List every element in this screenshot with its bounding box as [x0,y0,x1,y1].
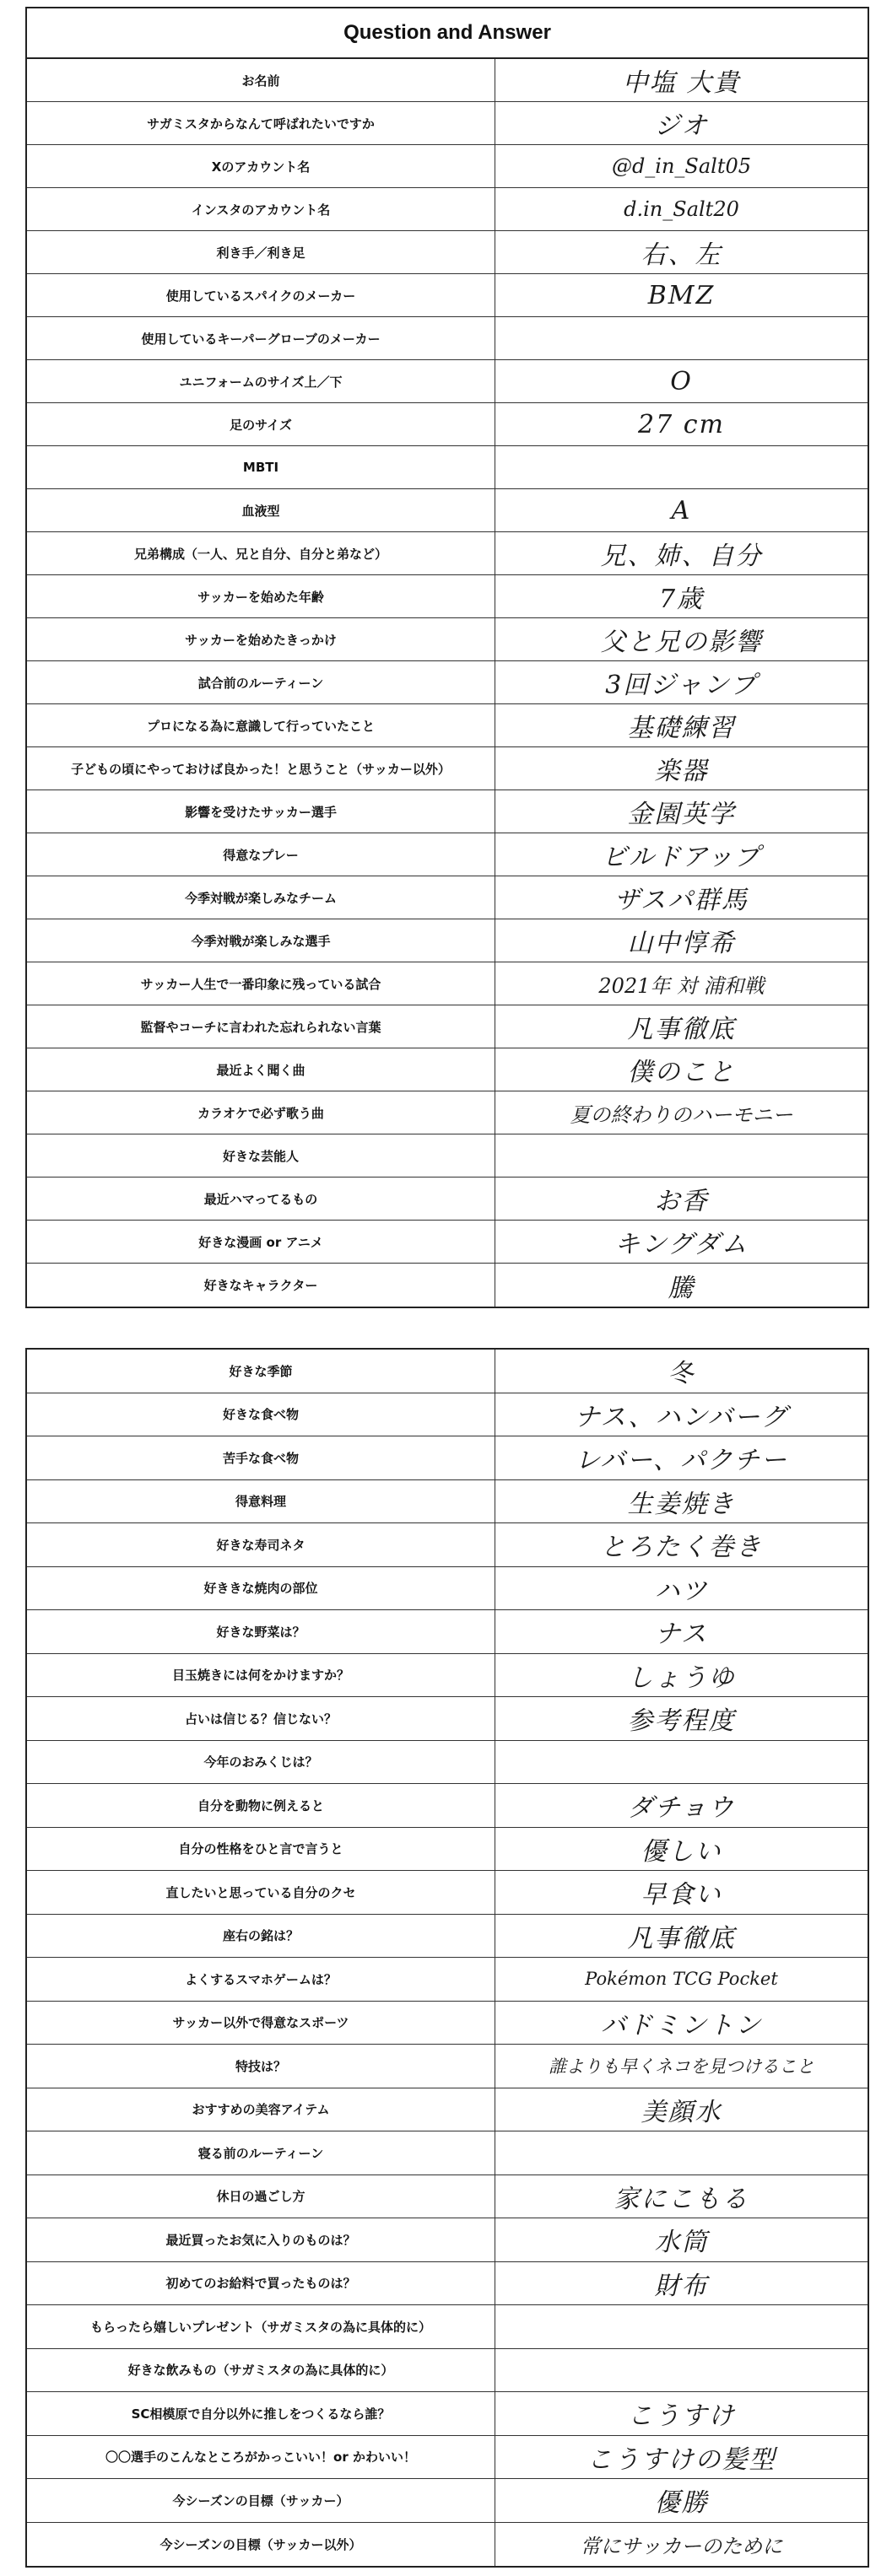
answer-text: 誰よりも早くネコを見つけること [549,2056,814,2078]
question-label: 得意なプレー [27,833,495,876]
qa-row [27,1393,868,1437]
answer-text: 中塩 大貴 [622,68,741,98]
qa-row [27,618,868,661]
qa-row [27,403,868,446]
answer-text: 冬 [668,1359,695,1389]
qa-row [27,833,868,876]
question-label: 好きな野菜は？ [27,1610,495,1653]
answer-text: ビルドアップ [602,843,761,872]
qa-row [27,2131,868,2175]
question-label: 使用しているキーパーグローブのメーカー [27,317,495,359]
answer-text: 生姜焼き [627,1489,736,1519]
answer-text: こうすけの髪型 [587,2444,776,2475]
answer-text [495,1741,868,1784]
answer-text: d.in_Salt20 [624,197,739,221]
answer-text: 財布 [654,2271,709,2301]
answer-text: バドミントン [600,2010,763,2040]
question-label: 影響を受けたサッカー選手 [27,790,495,833]
qa-row [27,1871,868,1915]
answer-text [495,2349,868,2392]
question-label: 好きな漫画 or アニメ [27,1221,495,1263]
question-label: 座右の銘は？ [27,1915,495,1958]
answer-text: 家にこもる [614,2184,749,2214]
qa-row [27,1436,868,1480]
qa-sheet-2 [25,1348,869,2568]
answer-text: レバー、パクチー [575,1446,788,1476]
qa-row [27,2088,868,2132]
question-label: 好ききな焼肉の部位 [27,1567,495,1610]
question-label: 子どもの頃にやっておけば良かった！と思うこと（サッカー以外） [27,747,495,790]
question-label: 好きな食べ物 [27,1393,495,1436]
question-label: 最近ハマってるもの [27,1178,495,1220]
answer-text: ザスパ群馬 [614,886,749,915]
qa-row [27,2392,868,2436]
answer-text: ナス [655,1619,708,1650]
question-label: プロになる為に意識して行っていたこと [27,704,495,746]
qa-row [27,231,868,274]
answer-text: 27 cm [638,409,725,439]
answer-text: 7歳 [658,585,705,614]
qa-row [27,274,868,317]
sheet-title: Question and Answer [27,8,868,59]
question-label: 利き手／利き足 [27,231,495,273]
answer-text: Pokémon TCG Pocket [585,1969,778,1990]
question-label: インスタのアカウント名 [27,188,495,230]
answer-text [495,317,868,359]
qa-row [27,188,868,231]
question-label: お名前 [27,59,495,101]
qa-row [27,1048,868,1091]
answer-text: ジオ [654,111,709,141]
question-label: よくするスマホゲームは？ [27,1958,495,2001]
question-label: 最近よく聞く曲 [27,1048,495,1091]
qa-row [27,876,868,919]
answer-text: ハツ [654,1576,709,1606]
qa-row [27,1958,868,2002]
question-label: 特技は？ [27,2045,495,2088]
qa-row [27,2002,868,2045]
qa-row [27,1091,868,1134]
question-label: ユニフォームのサイズ上／下 [27,360,495,402]
answer-text: A [671,495,692,525]
qa-row [27,489,868,532]
qa-row [27,532,868,575]
answer-text: 凡事徹底 [627,1015,736,1044]
question-label: 直したいと思っている自分のクセ [27,1871,495,1914]
question-label: 足のサイズ [27,403,495,445]
qa-row [27,360,868,403]
qa-row [27,1784,868,1828]
qa-row [27,575,868,618]
qa-row [27,2523,868,2567]
answer-text [495,446,868,488]
qa-row [27,446,868,489]
answer-text: 水筒 [654,2228,709,2258]
question-label: カラオケで必ず歌う曲 [27,1091,495,1134]
question-label: 今シーズンの目標（サッカー以外） [27,2523,495,2567]
qa-row [27,2045,868,2088]
answer-text: お香 [654,1187,709,1216]
answer-text: O [670,366,693,396]
qa-row [27,790,868,833]
question-label: サッカー人生で一番印象に残っている試合 [27,962,495,1005]
answer-text: 凡事徹底 [627,1923,736,1954]
question-label: 好きな季節 [27,1350,495,1393]
answer-text: 夏の終わりのハーモニー [570,1102,793,1127]
qa-row [27,747,868,790]
question-label: サッカーを始めた年齢 [27,575,495,617]
qa-row [27,704,868,747]
qa-row [27,1480,868,1524]
qa-row [27,1350,868,1393]
answer-text: 右、左 [641,240,722,270]
qa-row [27,962,868,1005]
question-label: 今季対戦が楽しみなチーム [27,876,495,919]
answer-text: 美顔水 [641,2097,722,2127]
question-label: 好きな寿司ネタ [27,1523,495,1566]
qa-row [27,1178,868,1221]
qa-row [27,2479,868,2523]
question-label: MBTI [27,446,495,488]
answer-text: しょうゆ [627,1663,736,1693]
qa-row [27,145,868,188]
answer-text: ナス、ハンバーグ [574,1402,789,1432]
qa-row [27,1567,868,1611]
answer-text [495,1134,868,1177]
question-label: おすすめの美容アイテム [27,2088,495,2131]
answer-text: 山中惇希 [627,929,736,958]
question-label: 好きな芸能人 [27,1134,495,1177]
question-label: Xのアカウント名 [27,145,495,187]
qa-row [27,1005,868,1048]
qa-row [27,1741,868,1785]
answer-text: キングダム [614,1230,749,1259]
question-label: 〇〇選手のこんなところがかっこいい！or かわいい！ [27,2436,495,2479]
question-label: 今年のおみくじは？ [27,1741,495,1784]
qa-row [27,1654,868,1698]
qa-row [27,2218,868,2262]
question-label: 最近買ったお気に入りのものは？ [27,2218,495,2261]
question-label: 試合前のルーティーン [27,661,495,703]
question-label: 自分の性格をひと言で言うと [27,1828,495,1871]
answer-text: BMZ [647,280,716,310]
answer-text: 3回ジャンプ [605,671,758,700]
answer-text: 騰 [668,1273,695,1303]
answer-text: 早食い [641,1880,722,1910]
question-label: 使用しているスパイクのメーカー [27,274,495,316]
question-label: 苦手な食べ物 [27,1436,495,1479]
qa-row [27,1221,868,1264]
answer-text: こうすけ [627,2401,736,2432]
qa-row [27,1697,868,1741]
answer-text: @d_in_Salt05 [611,154,752,178]
question-label: 好きな飲みもの（サガミスタの為に具体的に） [27,2349,495,2392]
question-label: 監督やコーチに言われた忘れられない言葉 [27,1005,495,1048]
question-label: 今季対戦が楽しみな選手 [27,919,495,962]
answer-text: 僕のこと [627,1058,736,1087]
question-label: 休日の過ごし方 [27,2175,495,2218]
question-label: 兄弟構成（一人、兄と自分、自分と弟など） [27,532,495,574]
qa-row [27,2262,868,2306]
answer-text: とろたく巻き [600,1533,763,1563]
answer-text: 父と兄の影響 [600,628,763,657]
qa-row [27,317,868,360]
qa-row [27,1828,868,1872]
answer-text: 参考程度 [627,1706,736,1737]
qa-row [27,1264,868,1307]
answer-text: 金園英学 [627,800,736,829]
answer-text: 常にサッカーのために [580,2534,783,2558]
answer-text: 兄、姉、自分 [600,542,763,571]
question-label: 寝る前のルーティーン [27,2131,495,2175]
qa-sheet-1 [25,7,869,1308]
answer-text [495,2131,868,2175]
question-label: 好きなキャラクター [27,1264,495,1307]
qa-row [27,919,868,962]
qa-table-1 [27,59,868,1307]
answer-text: 2021年 対 浦和戦 [598,973,765,998]
question-label: サッカーを始めたきっかけ [27,618,495,660]
question-label: もらったら嬉しいプレゼント（サガミスタの為に具体的に） [27,2305,495,2348]
qa-row [27,2175,868,2219]
qa-row [27,1134,868,1178]
answer-text: 基礎練習 [627,714,736,743]
qa-row [27,2305,868,2349]
question-label: 占いは信じる？信じない？ [27,1697,495,1740]
answer-text [495,2305,868,2348]
qa-row [27,661,868,704]
answer-text: 優しい [641,1836,722,1867]
question-label: サガミスタからなんて呼ばれたいですか [27,102,495,144]
answer-text: 優勝 [654,2488,709,2519]
qa-row [27,2349,868,2393]
question-label: 自分を動物に例えると [27,1784,495,1827]
question-label: 目玉焼きには何をかけますか？ [27,1654,495,1697]
question-label: 今シーズンの目標（サッカー） [27,2479,495,2522]
answer-text: 楽器 [654,757,709,786]
question-label: 初めてのお給料で買ったものは？ [27,2262,495,2305]
qa-row [27,59,868,102]
qa-row [27,2436,868,2480]
qa-row [27,1523,868,1567]
question-label: サッカー以外で得意なスポーツ [27,2002,495,2045]
question-label: 得意料理 [27,1480,495,1523]
qa-row [27,102,868,145]
question-label: 血液型 [27,489,495,531]
qa-row [27,1610,868,1654]
qa-row [27,1915,868,1959]
question-label: SC相模原で自分以外に推しをつくるなら誰？ [27,2392,495,2435]
answer-text: ダチョウ [627,1793,736,1824]
qa-table-2 [27,1350,868,2566]
